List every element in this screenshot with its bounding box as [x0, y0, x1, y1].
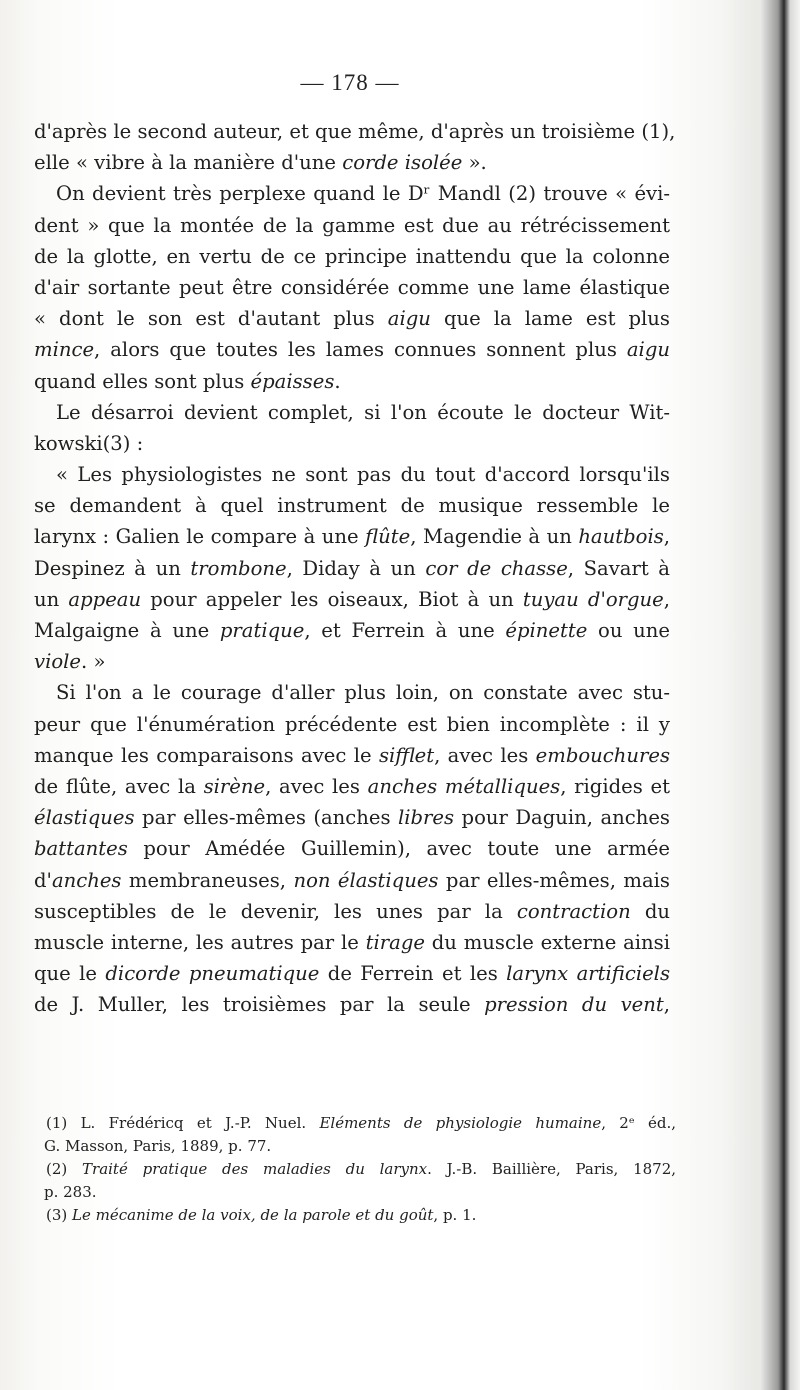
text-run: par elles-mêmes (anches	[134, 806, 398, 830]
footnote-line	[44, 1204, 676, 1227]
text-run: , rigides et	[560, 774, 670, 798]
text-line	[34, 272, 670, 303]
text-line	[34, 584, 670, 615]
text-run: pour Amédée Guillemin), avec toute une armée	[127, 837, 670, 861]
text-line	[34, 740, 670, 771]
text-run: de Ferrein et les	[319, 962, 507, 986]
text-run: , Diday à un	[286, 556, 426, 580]
text-run: du	[630, 899, 670, 923]
text-run: p. 283.	[44, 1183, 97, 1201]
text-run: que le	[34, 962, 106, 986]
text-run: d'	[34, 868, 52, 892]
footnote-line	[44, 1158, 676, 1181]
text-run: de la glotte, en vertu de ce principe inattendu que la colonne	[34, 244, 670, 268]
text-line	[34, 646, 670, 677]
text-line	[34, 677, 670, 708]
footnote-line	[44, 1135, 676, 1158]
text-run: , Magendie à un	[410, 525, 579, 549]
text-line	[34, 490, 670, 521]
text-run: susceptibles de le devenir, les unes par la	[34, 899, 517, 923]
text-line	[34, 833, 670, 864]
text-run: Si l'on a le courage d'aller plus loin, on constate avec stu-	[56, 681, 670, 705]
italic-text: embouchures	[535, 743, 671, 767]
italic-text: sirène	[203, 774, 266, 798]
text-run: , p. 1.	[433, 1206, 477, 1224]
italic-text: épinette	[505, 619, 588, 642]
italic-text: pratique	[219, 619, 305, 642]
text-run: , alors que toutes les lames connues sonnent plus	[94, 338, 627, 362]
text-run: . J.-B. Baillière, Paris, 1872,	[427, 1160, 677, 1178]
italic-text: dicorde pneumatique	[105, 962, 320, 986]
italic-text: hautbois	[578, 525, 664, 549]
italic-text: libres	[397, 806, 455, 830]
italic-text: mince	[34, 338, 95, 362]
text-run: ou une	[587, 619, 670, 642]
text-line	[34, 615, 670, 646]
italic-text: larynx artificiels	[506, 962, 671, 986]
text-run: Despinez à un	[34, 556, 191, 580]
text-run: (3)	[46, 1206, 73, 1224]
italic-text: élastiques	[34, 806, 135, 830]
italic-text: aigu	[387, 307, 431, 331]
italic-text: tirage	[365, 930, 425, 954]
text-line	[34, 459, 670, 490]
text-run: un	[34, 587, 69, 611]
text-run: (2)	[46, 1160, 83, 1178]
italic-text: tuyau d'orgue	[522, 587, 664, 611]
italic-text: Eléments de physiologie humaine	[319, 1114, 602, 1132]
text-run: ».	[462, 151, 487, 175]
italic-text: épaisses	[250, 369, 335, 393]
text-line	[34, 802, 670, 833]
text-line	[34, 334, 670, 365]
text-line	[34, 303, 670, 334]
footnotes	[44, 1112, 676, 1227]
text-run: kowski(3) :	[34, 431, 144, 455]
text-line	[34, 210, 670, 241]
text-run: On devient très perplexe quand le Dʳ Mandl (2) trouve « évi-	[56, 182, 670, 206]
text-run: peur que l'énumération précédente est bien incomplète : il y	[34, 712, 670, 736]
text-run: que la lame est plus	[430, 307, 670, 331]
text-run: de J. Muller, les troisièmes par la seule	[34, 993, 485, 1017]
text-run: (1) L. Frédéricq et J.-P. Nuel.	[46, 1114, 320, 1132]
text-line	[34, 521, 670, 552]
text-run: dent » que la montée de la gamme est due au rétrécissement	[34, 213, 670, 237]
text-line	[34, 366, 670, 397]
text-run: Malgaigne à une	[34, 619, 220, 642]
text-run: . »	[81, 650, 106, 674]
text-line	[34, 241, 670, 272]
italic-text: cor de chasse	[425, 556, 568, 580]
text-run: muscle interne, les autres par le	[34, 930, 366, 954]
text-run: « Les physiologistes ne sont pas du tout d'accord lorsqu'ils	[56, 463, 670, 487]
italic-text: Le mécanime de la voix, de la parole et du goût	[72, 1206, 434, 1224]
italic-text: non élastiques	[293, 868, 439, 892]
footnote-line	[44, 1112, 676, 1135]
text-run: ,	[663, 525, 671, 549]
text-run: manque les comparaisons avec le	[34, 743, 379, 767]
text-run: d'après le second auteur, et que même, d'après un troisième (1),	[34, 120, 676, 143]
italic-text: corde isolée	[342, 151, 463, 175]
text-line	[34, 896, 670, 927]
text-run: se demandent à quel instrument de musique ressemble le	[34, 494, 670, 518]
italic-text: appeau	[68, 587, 142, 611]
text-line	[34, 147, 670, 178]
text-run: .	[334, 369, 341, 393]
text-run: quand elles sont plus	[34, 369, 251, 393]
text-line	[34, 116, 676, 147]
text-run: , 2ᵉ éd.,	[601, 1114, 676, 1132]
text-run: , avec les	[265, 774, 368, 798]
body-text	[34, 116, 676, 1020]
italic-text: trombone	[190, 556, 287, 580]
text-line	[34, 553, 670, 584]
text-line	[34, 428, 670, 459]
text-line	[34, 178, 670, 209]
text-run: elle « vibre à la manière d'une	[34, 151, 343, 175]
italic-text: battantes	[34, 837, 128, 861]
text-line	[34, 397, 670, 428]
text-run: pour Daguin, anches	[454, 806, 670, 830]
italic-text: aigu	[626, 338, 670, 362]
text-run: d'air sortante peut être considérée comme une lame élastique	[34, 275, 670, 299]
text-line	[34, 927, 670, 958]
italic-text: pression du vent	[484, 993, 664, 1017]
text-line	[34, 958, 670, 989]
text-run: de flûte, avec la	[34, 774, 204, 798]
italic-text: sifflet	[378, 743, 435, 767]
text-run: pour appeler les oiseaux, Biot à un	[141, 587, 523, 611]
italic-text: contraction	[516, 899, 631, 923]
footnote-line	[44, 1181, 676, 1204]
text-run: , et Ferrein à une	[304, 619, 506, 642]
text-line	[34, 865, 670, 896]
book-spine-edge	[760, 0, 800, 1390]
text-run: , avec les	[434, 743, 536, 767]
text-run: ,	[663, 587, 670, 611]
text-run: du muscle externe ainsi	[424, 930, 670, 954]
italic-text: anches métalliques	[367, 774, 561, 798]
text-run: ,	[663, 993, 670, 1017]
text-run: larynx : Galien le compare à une	[34, 525, 366, 549]
italic-text: viole	[34, 650, 81, 674]
text-line	[34, 989, 670, 1020]
text-run: G. Masson, Paris, 1889, p. 77.	[44, 1137, 272, 1155]
text-line	[34, 709, 670, 740]
text-run: Le désarroi devient complet, si l'on écoute le docteur Wit-	[56, 400, 670, 424]
page-number: — 178 —	[300, 70, 400, 95]
italic-text: flûte	[365, 525, 411, 549]
text-run: « dont le son est d'autant plus	[34, 307, 388, 331]
text-line	[34, 771, 670, 802]
text-run: par elles-mêmes, mais	[438, 868, 670, 892]
text-run: , Savart à	[567, 556, 670, 580]
italic-text: anches	[51, 868, 122, 892]
italic-text: Traité pratique des maladies du larynx	[82, 1160, 428, 1178]
text-run: membraneuses,	[121, 868, 294, 892]
